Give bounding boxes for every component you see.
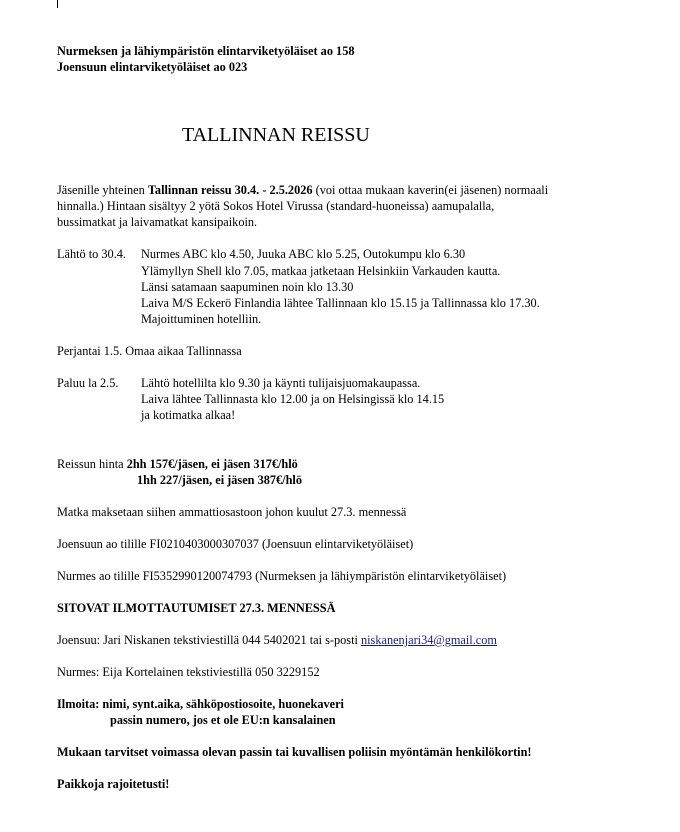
intro-pre: Jäsenille yhteinen (57, 183, 148, 197)
deadline-heading: SITOVAT ILMOTTAUTUMISET 27.3. MENNESSÄ (57, 601, 336, 615)
account-joensuu: Joensuun ao tilille FI0210403000307037 (Joensuun elintarviketyöläiset) (57, 537, 414, 551)
return-text-1: Lähtö hotellilta klo 9.30 ja käynti tulijaisjuomakaupassa. (141, 376, 421, 390)
text-cursor (57, 0, 58, 8)
notify-line-1: Ilmoita: nimi, synt.aika, sähköpostiosoite, huonekaveri (57, 697, 344, 711)
contact-nurmes: Nurmes: Eija Kortelainen tekstiviestillä 050 3229152 (57, 665, 320, 679)
departure-label: Lähtö to 30.4. (57, 247, 126, 261)
price-label: Reissun hinta (57, 457, 127, 471)
departure-line-3: Länsi satamaan saapuminen noin klo 13.30 (141, 280, 354, 294)
contact-joensuu (57, 632, 497, 648)
contact-joensuu-text: Joensuu: Jari Niskanen tekstiviestillä 044 5402021 tai s-posti (57, 633, 361, 647)
return-line-1 (57, 375, 420, 391)
intro-line-1 (57, 182, 548, 198)
org-line-1: Nurmeksen ja lähiympäristön elintarviketyöläiset ao 158 (57, 44, 355, 58)
passport-note: Mukaan tarvitset voimassa olevan passin tai kuvallisen poliisin myöntämän henkilökortin! (57, 745, 532, 759)
notify-line-2: passin numero, jos et ole EU:n kansalainen (110, 713, 336, 727)
return-label: Paluu la 2.5. (57, 376, 119, 390)
departure-line-5: Majoittuminen hotelliin. (141, 312, 262, 326)
intro-post: (voi ottaa mukaan kaverin(ei jäsenen) normaali (312, 183, 549, 197)
account-nurmes: Nurmes ao tilille FI5352990120074793 (Nurmeksen ja lähiympäristön elintarviketyöläiset) (57, 569, 507, 583)
intro-line-2: hinnalla.) Hintaan sisältyy 2 yötä Sokos Hotel Virussa (standard-huoneissa) aamupalalla, (57, 199, 495, 213)
price-double-room: 2hh 157€/jäsen, ei jäsen 317€/hlö (126, 457, 298, 471)
intro-line-3: bussimatkat ja laivamatkat kansipaikoin. (57, 215, 258, 229)
departure-stops: Nurmes ABC klo 4.50, Juuka ABC klo 5.25, Outokumpu klo 6.30 (141, 247, 466, 261)
price-line-1 (57, 456, 298, 472)
return-line-3: ja kotimatka alkaa! (141, 408, 236, 422)
friday-line: Perjantai 1.5. Omaa aikaa Tallinnassa (57, 344, 242, 358)
payment-line: Matka maksetaan siihen ammattiosastoon johon kuulut 27.3. mennessä (57, 505, 407, 519)
departure-line-4: Laiva M/S Eckerö Finlandia lähtee Tallinnaan klo 15.15 ja Tallinnassa klo 17.30. (141, 296, 540, 310)
return-line-2: Laiva lähtee Tallinnasta klo 12.00 ja on Helsingissä klo 14.15 (141, 392, 445, 406)
departure-line-1 (57, 246, 465, 262)
departure-line-2: Ylämyllyn Shell klo 7.05, matkaa jatketaan Helsinkiin Varkauden kautta. (141, 264, 501, 278)
price-single-room: 1hh 227/jäsen, ei jäsen 387€/hlö (137, 473, 302, 487)
org-line-2: Joensuun elintarviketyöläiset ao 023 (57, 60, 248, 74)
limited-seats: Paikkoja rajoitetusti! (57, 777, 170, 791)
intro-trip-dates: Tallinnan reissu 30.4. - 2.5.2026 (147, 183, 313, 197)
email-link[interactable]: niskanenjari34@gmail.com (360, 633, 497, 647)
page-title: TALLINNAN REISSU (182, 124, 370, 146)
